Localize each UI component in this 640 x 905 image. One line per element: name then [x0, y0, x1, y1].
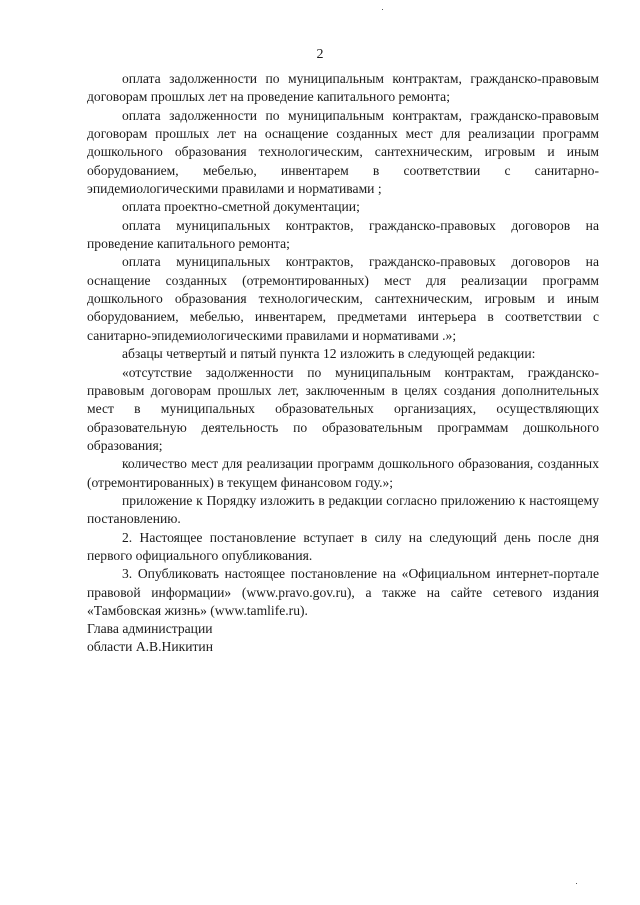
scan-speck: [576, 883, 577, 884]
signature-name: области А.В.Никитин: [87, 639, 213, 654]
signature-block: [87, 620, 213, 656]
paragraph-capital-repair: оплата муниципальных контрактов, гражданско-правовых договоров на проведение капитального ремонта;: [87, 217, 599, 252]
paragraph-no-debt-criterion: «отсутствие задолженности по муниципальным контрактам, гражданско-правовым договорам прошлых лет, заключенным в целях создания дополнительных мест в муниципальных образовательных организациях, осуществляющих образовательную деятельность по образовательным программам дошкольного образования;: [87, 364, 599, 453]
paragraph-publication: 3. Опубликовать настоящее постановление на «Официальном интернет-портале правовой информации» (www.pravo.gov.ru), а также на сайте сетевого издания «Тамбовская жизнь» (www.tamlife.ru).: [87, 566, 599, 618]
scan-speck: [382, 9, 383, 10]
signature-title: Глава администрации: [87, 621, 213, 636]
paragraph-debt-capital-repair: оплата задолженности по муниципальным контрактам, гражданско-правовым договорам прошлых лет на проведение капитального ремонта;: [87, 71, 599, 105]
paragraph-design-estimate: оплата проектно-сметной документации;: [122, 199, 360, 215]
paragraph-effective-date: 2. Настоящее постановление вступает в силу на следующий день после дня первого официального опубликования.: [87, 529, 599, 563]
document-body: [87, 70, 599, 620]
paragraph-places-count: количество мест для реализации программ дошкольного образования, созданных (отремонтированных) в текущем финансовом году.»;: [87, 456, 599, 490]
paragraph-point-12-intro: абзацы четвертый и пятый пункта 12 изложить в следующей редакции:: [122, 346, 536, 362]
paragraph-debt-equipment: оплата задолженности по муниципальным контрактам, гражданско-правовым договорам прошлых лет на оснащение созданных мест для реализации программ дошкольного образования технологическим, сантехническим, игровым и иным оборудованием, мебелью, инвентарем в соответствии с санитарно-эпидемиологическими правилами и нормативами ;: [87, 107, 599, 197]
paragraph-equipment: оплата муниципальных контрактов, гражданско-правовых договоров на оснащение созданных (отремонтированных) мест для реализации программ дошкольного образования технологическим, сантехническим, игровым и иным оборудованием, мебелью, инвентарем, предметами интерьера в соответствии с санитарно-эпидемиологическими правилами и нормативами .»;: [87, 254, 599, 343]
paragraph-appendix: приложение к Порядку изложить в редакции согласно приложению к настоящему постановлению.: [87, 492, 599, 527]
page-number: 2: [316, 47, 324, 62]
